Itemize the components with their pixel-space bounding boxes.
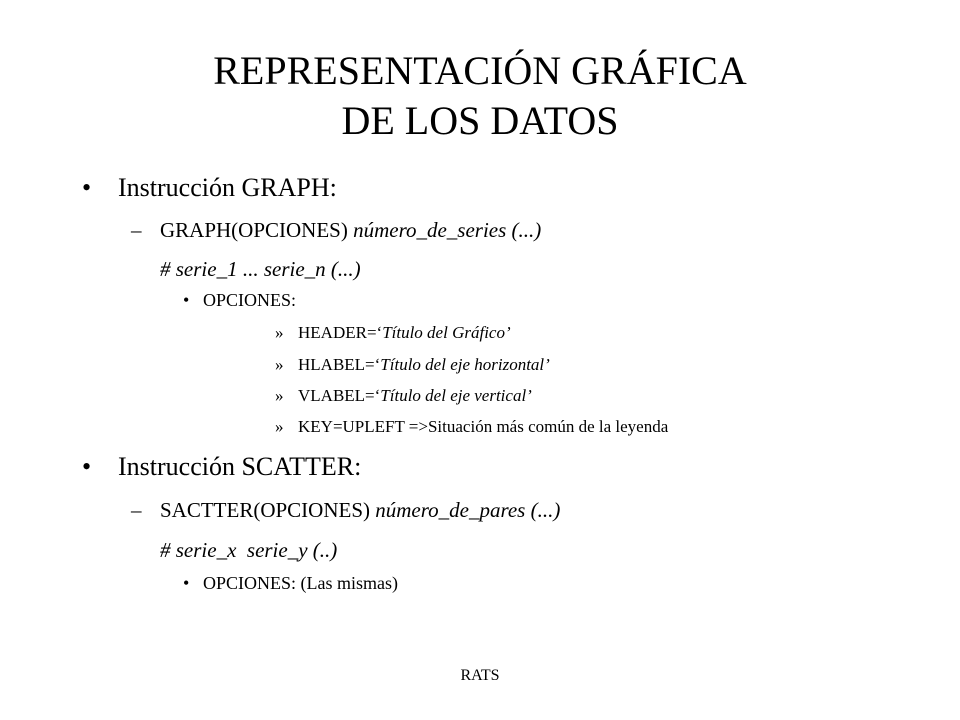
arrow-marker: » (275, 386, 284, 405)
graph-options-label: OPCIONES: (203, 290, 297, 310)
option-value: Título del eje horizontal’ (380, 355, 550, 374)
option-header (298, 323, 511, 343)
option-key: VLABEL=‘ (298, 386, 381, 405)
option-key: HLABEL=‘ (298, 355, 381, 374)
option-key-upleft: KEY=UPLEFT =>Situación más común de la leyenda (298, 417, 669, 436)
option-key: HEADER=‘ (298, 323, 383, 342)
scatter-heading: Instrucción SCATTER: (118, 452, 362, 481)
graph-heading: Instrucción GRAPH: (118, 173, 337, 202)
bullet-marker: • (82, 173, 92, 202)
arrow-marker: » (275, 355, 284, 374)
dash-marker: – (131, 498, 142, 522)
bullet-marker: • (82, 452, 92, 481)
option-vlabel (298, 386, 532, 406)
scatter-syntax-command: SACTTER(OPCIONES) (160, 498, 376, 522)
arrow-marker: » (275, 323, 284, 342)
scatter-syntax (160, 497, 560, 523)
scatter-options-label: OPCIONES: (Las mismas) (203, 573, 398, 593)
graph-syntax-args: número_de_series (...) (353, 218, 542, 242)
graph-syntax-command: GRAPH(OPCIONES) (160, 218, 354, 242)
scatter-series-line: # serie_x serie_y (..) (160, 538, 338, 562)
slide-title-line-1: REPRESENTACIÓN GRÁFICA (213, 48, 747, 93)
slide-title (0, 46, 960, 146)
scatter-syntax-args: número_de_pares (...) (375, 498, 561, 522)
bullet-marker: • (183, 573, 190, 593)
graph-syntax (160, 217, 541, 243)
dash-marker: – (131, 218, 142, 242)
option-value: Título del Gráfico’ (382, 323, 511, 342)
footer-label: RATS (460, 667, 500, 684)
option-value: Título del eje vertical’ (380, 386, 532, 405)
option-hlabel (298, 355, 550, 375)
slide-title-line-2: DE LOS DATOS (341, 98, 619, 143)
graph-series-line: # serie_1 ... serie_n (...) (160, 257, 361, 281)
arrow-marker: » (275, 417, 284, 436)
bullet-marker: • (183, 290, 190, 310)
